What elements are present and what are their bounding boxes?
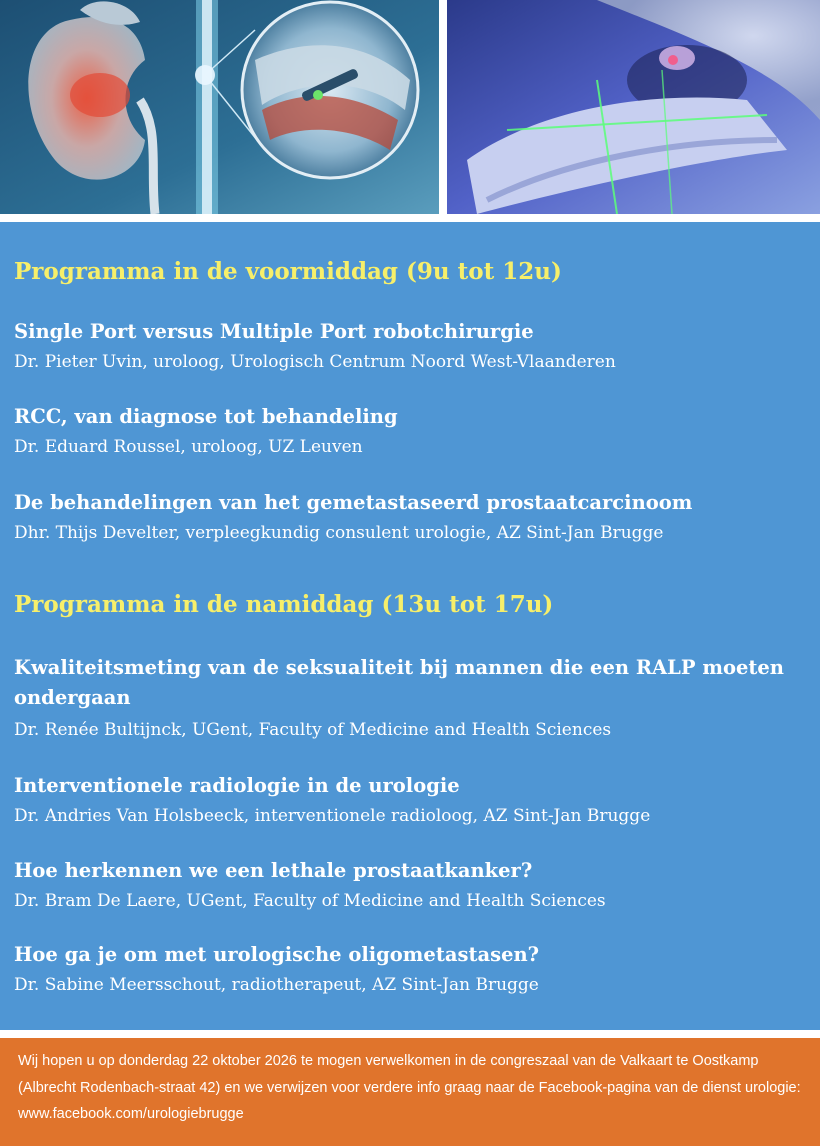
morning-talk-1-speaker: Dr. Pieter Uvin, uroloog, Urologisch Centrum Noord West-Vlaanderen — [14, 352, 616, 372]
morning-talk-3-speaker: Dhr. Thijs Develter, verpleegkundig consulent urologie, AZ Sint-Jan Brugge — [14, 523, 664, 543]
morning-talk-1-title: Single Port versus Multiple Port robotchirurgie — [14, 320, 534, 343]
afternoon-talk-1-title: Kwaliteitsmeting van de seksualiteit bij mannen die een RALP moeten ondergaan — [14, 656, 784, 709]
afternoon-talk-1-speaker: Dr. Renée Bultijnck, UGent, Faculty of Medicine and Health Sciences — [14, 720, 612, 740]
afternoon-talk-4-speaker: Dr. Sabine Meersschout, radiotherapeut, AZ Sint-Jan Brugge — [14, 975, 539, 995]
footer-invitation — [0, 1038, 820, 1146]
morning-talk-2-speaker: Dr. Eduard Roussel, uroloog, UZ Leuven — [14, 437, 363, 457]
program-section — [0, 222, 820, 1030]
afternoon-program-heading: Programma in de namiddag (13u tot 17u) — [14, 591, 554, 618]
afternoon-talk-3-title: Hoe herkennen we een lethale prostaatkanker? — [14, 859, 533, 882]
morning-program-heading: Programma in de voormiddag (9u tot 12u) — [14, 258, 562, 285]
kidney-stent-illustration — [0, 0, 439, 214]
afternoon-talk-3-speaker: Dr. Bram De Laere, UGent, Faculty of Medicine and Health Sciences — [14, 891, 606, 911]
footer-text: Wij hopen u op donderdag 22 oktober 2026 te mogen verwelkomen in de congreszaal van de Valkaart te Oostkamp (Albrecht Rodenbach-straat 42) en we verwijzen voor verdere info graag naar de Facebook-pagina van de dienst urologie: www.facebook.com/urologiebrugge — [18, 1053, 801, 1122]
afternoon-talk-2-speaker: Dr. Andries Van Holsbeeck, interventionele radioloog, AZ Sint-Jan Brugge — [14, 806, 651, 826]
hero-images — [0, 0, 820, 214]
afternoon-talk-2-title: Interventionele radiologie in de urologie — [14, 774, 460, 797]
radiotherapy-patient-photo — [447, 0, 820, 214]
morning-talk-3-title: De behandelingen van het gemetastaseerd prostaatcarcinoom — [14, 491, 693, 514]
afternoon-talk-4-title: Hoe ga je om met urologische oligometastasen? — [14, 943, 540, 966]
morning-talk-2-title: RCC, van diagnose tot behandeling — [14, 405, 398, 428]
